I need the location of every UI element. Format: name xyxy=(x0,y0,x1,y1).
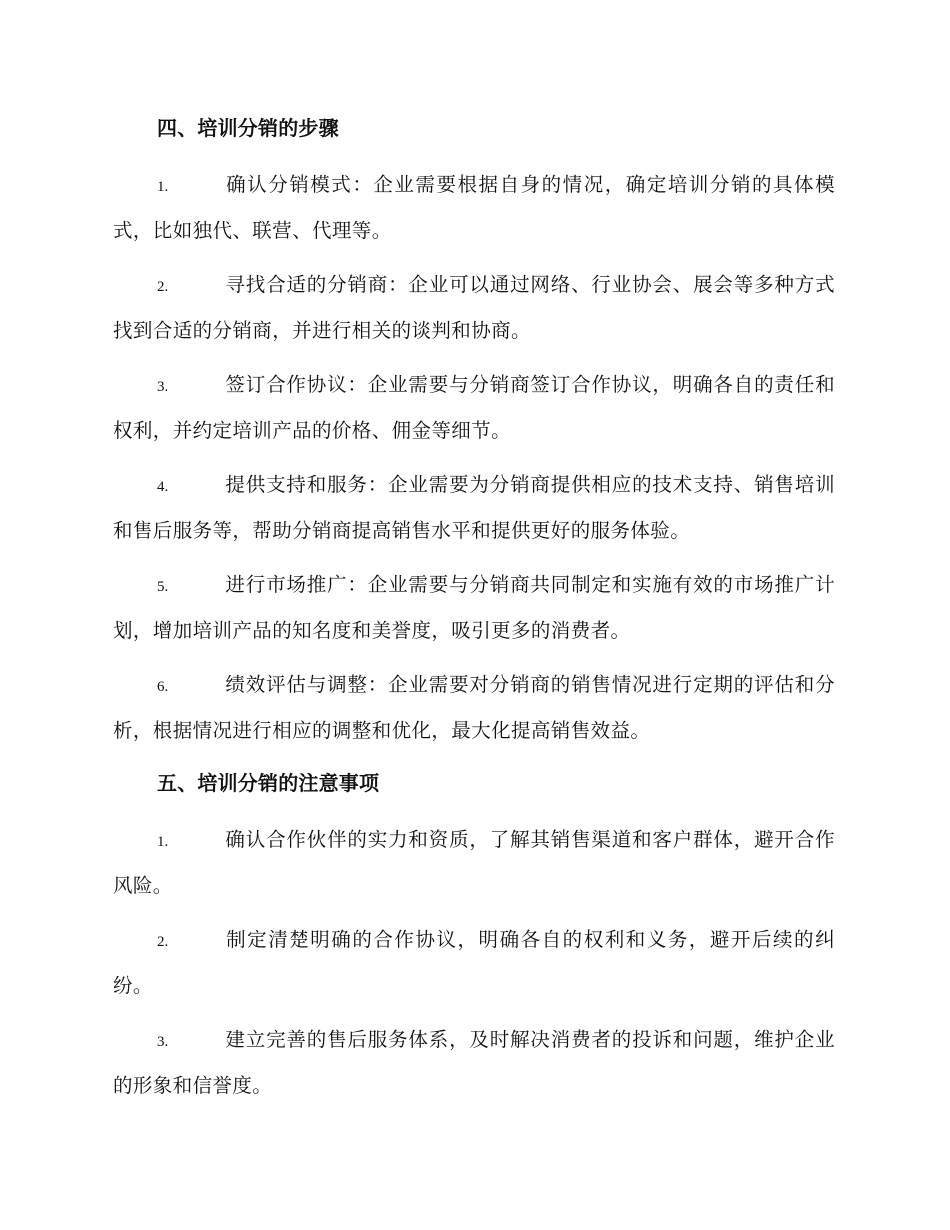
item-number: 1. xyxy=(157,834,169,850)
list-item xyxy=(113,663,835,752)
item-text: 寻找合适的分销商：企业可以通过网络、行业协会、展会等多种方式找到合适的分销商，并进行相关的谈判和协商。 xyxy=(113,273,835,342)
item-text: 进行市场推广：企业需要与分销商共同制定和实施有效的市场推广计划，增加培训产品的知名度和美誉度，吸引更多的消费者。 xyxy=(113,573,835,642)
item-text: 确认分销模式：企业需要根据自身的情况，确定培训分销的具体模式，比如独代、联营、代理等。 xyxy=(113,173,835,242)
item-text: 提供支持和服务：企业需要为分销商提供相应的技术支持、销售培训和售后服务等，帮助分销商提高销售水平和提供更好的服务体验。 xyxy=(113,473,835,542)
item-text: 绩效评估与调整：企业需要对分销商的销售情况进行定期的评估和分析，根据情况进行相应的调整和优化，最大化提高销售效益。 xyxy=(113,673,835,742)
item-number: 3. xyxy=(157,1034,169,1050)
item-text: 签订合作协议：企业需要与分销商签订合作协议，明确各自的责任和权利，并约定培训产品的价格、佣金等细节。 xyxy=(113,373,835,442)
item-number: 2. xyxy=(157,934,169,950)
item-number: 4. xyxy=(157,479,169,495)
list-item xyxy=(113,363,835,452)
item-number: 5. xyxy=(157,579,169,595)
list-item xyxy=(113,818,835,907)
list-item xyxy=(113,463,835,552)
item-number: 3. xyxy=(157,379,169,395)
list-item xyxy=(113,918,835,1007)
section-heading: 四、培训分销的步骤 xyxy=(157,116,339,140)
item-text: 确认合作伙伴的实力和资质，了解其销售渠道和客户群体，避开合作风险。 xyxy=(113,828,835,897)
item-text: 制定清楚明确的合作协议，明确各自的权利和义务，避开后续的纠纷。 xyxy=(113,928,835,997)
section-heading: 五、培训分销的注意事项 xyxy=(157,771,380,795)
list-item xyxy=(113,163,835,252)
section-steps xyxy=(113,108,835,752)
list-item xyxy=(113,263,835,352)
item-text: 建立完善的售后服务体系，及时解决消费者的投诉和问题，维护企业的形象和信誉度。 xyxy=(113,1028,835,1097)
section-notes xyxy=(113,763,835,1107)
item-number: 6. xyxy=(157,679,169,695)
item-number: 1. xyxy=(157,179,169,195)
list-item xyxy=(113,1018,835,1107)
item-number: 2. xyxy=(157,279,169,295)
document-body xyxy=(113,108,835,1118)
list-item xyxy=(113,563,835,652)
